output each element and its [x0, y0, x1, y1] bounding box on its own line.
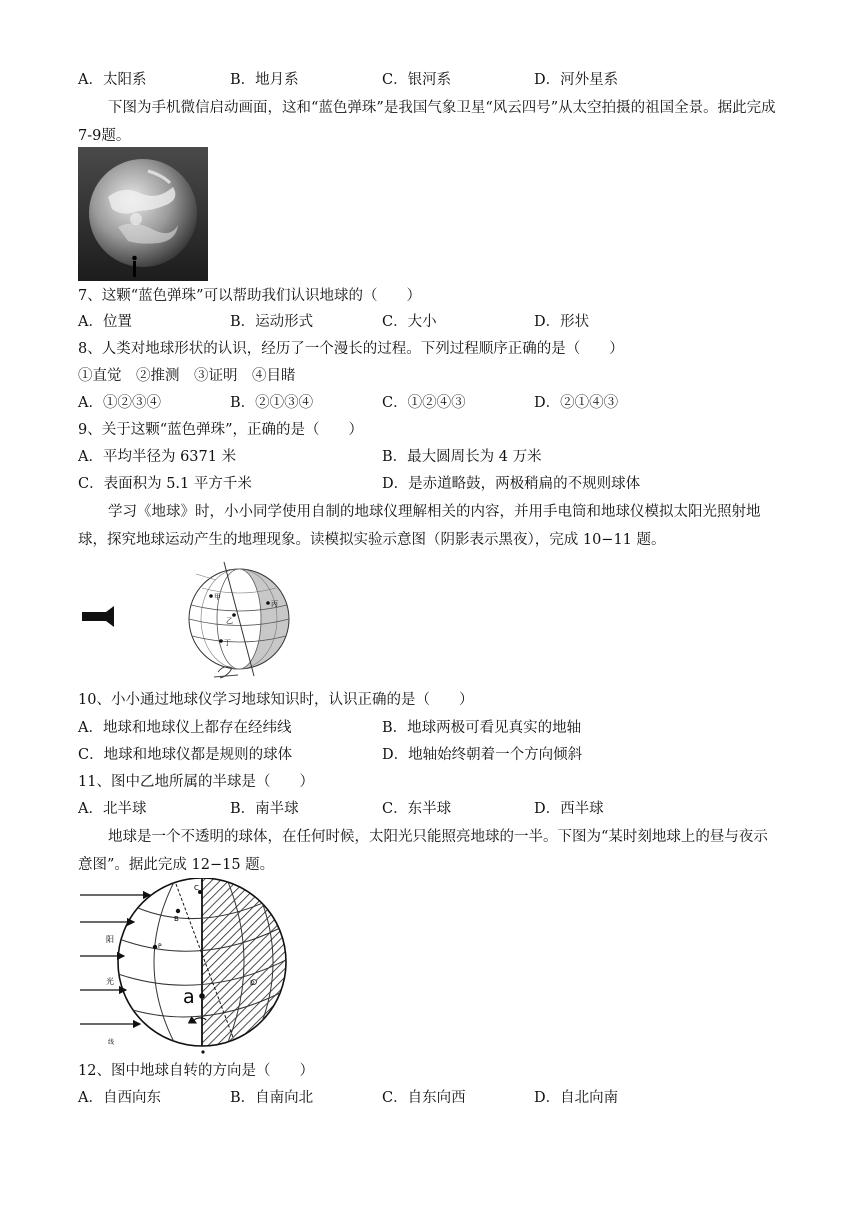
label-d: D [250, 980, 255, 987]
label-c: C [194, 884, 199, 892]
q8-option-d[interactable]: D．②①④③ [534, 395, 619, 411]
label-xian: 线 [108, 1039, 115, 1046]
q7-option-b[interactable]: B．运动形式 [230, 314, 314, 330]
flashlight-icon [82, 606, 114, 627]
q8-option-c[interactable]: C．①②④③ [382, 395, 466, 411]
q11-option-d[interactable]: D．西半球 [534, 801, 604, 817]
label-jia: 甲 [214, 593, 221, 601]
q11-option-b[interactable]: B．南半球 [230, 801, 299, 817]
blue-marble-photo [78, 147, 208, 281]
label-yang: 阳 [106, 935, 114, 944]
intro-12-15: 地球是一个不透明的球体，在任何时候，太阳光只能照亮地球的一半。下图为“某时刻地球上的昼与夜示意图”。据此完成 12−15 题。 [78, 829, 768, 873]
sunlight-arrows [80, 895, 150, 1024]
day-night-figure [78, 878, 293, 1058]
label-bing: 丙 [271, 600, 278, 608]
globe-experiment-figure [78, 560, 308, 680]
q8-option-b[interactable]: B．②①③④ [230, 395, 314, 411]
label-ding: 丁 [224, 639, 231, 647]
q7-option-a[interactable]: A．位置 [78, 314, 132, 330]
q9-stem: 9、关于这颗“蓝色弹珠”，正确的是（ ） [78, 422, 364, 438]
q9-option-c[interactable]: C．表面积为 5.1 平方千米 [78, 476, 252, 492]
q12-option-c[interactable]: C．自东向西 [382, 1090, 466, 1106]
label-p: P [158, 943, 162, 950]
q12-option-a[interactable]: A．自西向东 [78, 1090, 161, 1106]
q10-stem: 10、小小通过地球仪学习地球知识时，认识正确的是（ ） [78, 692, 474, 708]
q8-items: ①直觉 ②推测 ③证明 ④目睹 [78, 368, 296, 384]
q8-option-a[interactable]: A．①②③④ [78, 395, 161, 411]
q11-stem: 11、图中乙地所属的半球是（ ） [78, 774, 314, 790]
q7-stem: 7、这颗“蓝色弹珠”可以帮助我们认识地球的（ ） [78, 288, 422, 304]
q10-option-d[interactable]: D．地轴始终朝着一个方向倾斜 [382, 747, 583, 763]
globe-diagram [189, 562, 289, 678]
q10-option-b[interactable]: B．地球两极可看见真实的地轴 [382, 720, 582, 736]
q7-option-c[interactable]: C．大小 [382, 314, 437, 330]
label-guang: 光 [106, 977, 114, 986]
q10-option-c[interactable]: C．地球和地球仪都是规则的球体 [78, 747, 293, 763]
earth-globe [118, 878, 292, 1054]
q6-option-c[interactable]: C．银河系 [382, 72, 452, 88]
q6-option-a[interactable]: A．太阳系 [78, 72, 147, 88]
q12-option-d[interactable]: D．自北向南 [534, 1090, 619, 1106]
label-a: a [183, 986, 195, 1008]
q9-option-d[interactable]: D．是赤道略鼓，两极稍扁的不规则球体 [382, 476, 641, 492]
intro-10-11: 学习《地球》时，小小同学使用自制的地球仪理解相关的内容，并用手电筒和地球仪模拟太阳光照射地球，探究地球运动产生的地理现象。读模拟实验示意图（阴影表示黑夜），完成 10−11 题。 [78, 504, 761, 548]
q12-option-b[interactable]: B．自南向北 [230, 1090, 314, 1106]
q6-option-d[interactable]: D．河外星系 [534, 72, 619, 88]
q10-option-a[interactable]: A．地球和地球仪上都存在经纬线 [78, 720, 292, 736]
q11-option-c[interactable]: C．东半球 [382, 801, 452, 817]
label-b: B [174, 915, 179, 923]
label-yi: 乙 [226, 617, 233, 625]
q9-option-b[interactable]: B．最大圆周长为 4 万米 [382, 449, 542, 465]
q7-option-d[interactable]: D．形状 [534, 314, 590, 330]
q9-option-a[interactable]: A．平均半径为 6371 米 [78, 449, 237, 465]
q8-stem: 8、人类对地球形状的认识，经历了一个漫长的过程。下列过程顺序正确的是（ ） [78, 341, 624, 357]
q6-option-b[interactable]: B．地月系 [230, 72, 299, 88]
q11-option-a[interactable]: A．北半球 [78, 801, 147, 817]
q12-stem: 12、图中地球自转的方向是（ ） [78, 1063, 314, 1079]
intro-7-9: 下图为手机微信启动画面，这和“蓝色弹珠”是我国气象卫星“风云四号”从太空拍摄的祖国全景。据此完成7-9题。 [78, 100, 776, 144]
